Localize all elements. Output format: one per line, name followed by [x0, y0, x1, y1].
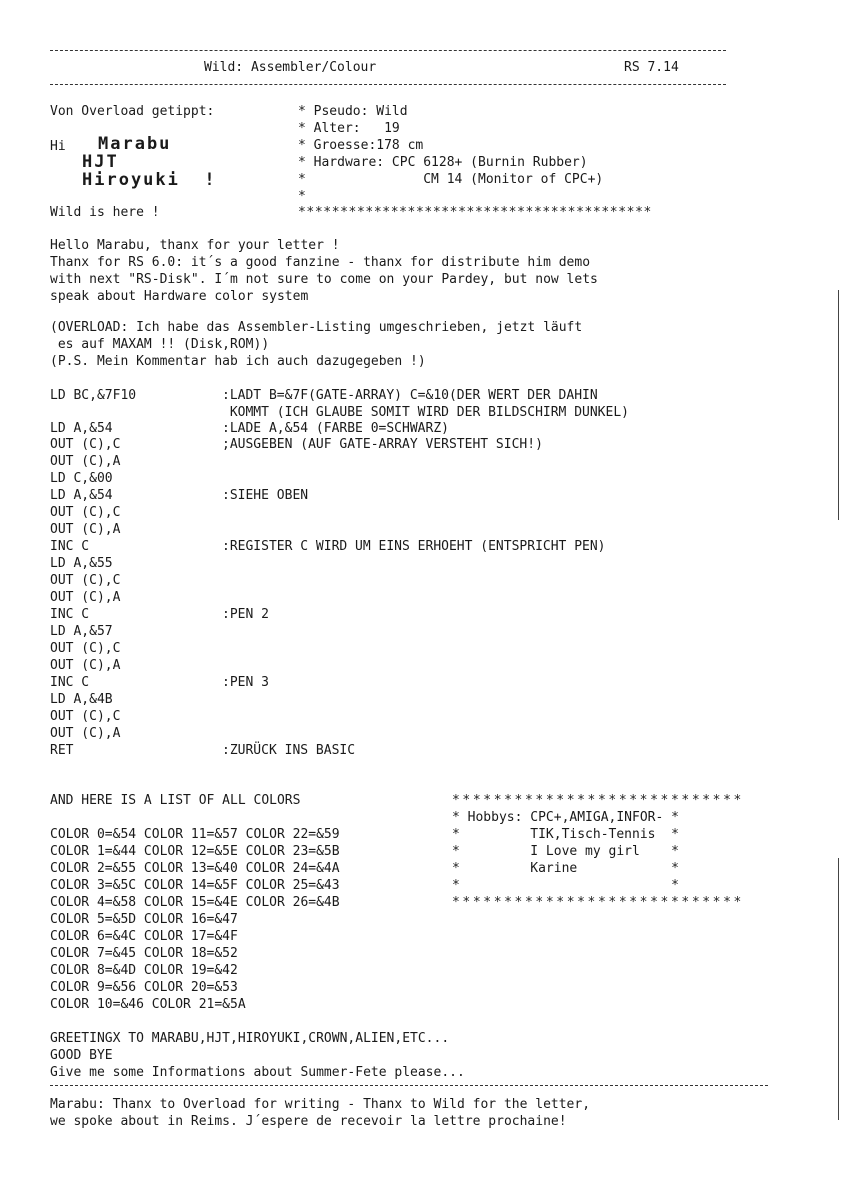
profile-line: * Pseudo: Wild — [298, 104, 408, 119]
code-instruction: RET — [50, 743, 74, 758]
code-instruction: OUT (C),A — [50, 522, 121, 537]
code-instruction: LD BC,&7F10 — [50, 388, 137, 403]
profile-line: * CM 14 (Monitor of CPC+) — [298, 172, 604, 187]
code-instruction: LD A,&57 — [50, 624, 113, 639]
overload-note-line: (P.S. Mein Kommentar hab ich auch dazugegeben !) — [50, 354, 426, 369]
margin-mark — [838, 290, 839, 520]
code-instruction: INC C — [50, 607, 90, 622]
code-comment: :ZURÜCK INS BASIC — [222, 743, 356, 758]
footer-line: Marabu: Thanx to Overload for writing - Thanx to Wild for the letter, — [50, 1097, 591, 1112]
letter-line: Hello Marabu, thanx for your letter ! — [50, 238, 340, 253]
hobby-box-line: * Hobbys: CPC+,AMIGA,INFOR- * — [452, 810, 679, 825]
code-comment: :LADT B=&7F(GATE-ARRAY) C=&10(DER WERT DER DAHIN — [222, 388, 598, 403]
overload-note-line: (OVERLOAD: Ich habe das Assembler-Listing umgeschrieben, jetzt läuft — [50, 320, 583, 335]
hobby-box-line: **************************** — [452, 895, 744, 910]
color-row: COLOR 0=&54 COLOR 11=&57 COLOR 22=&59 — [50, 827, 340, 842]
profile-line: * Alter: 19 — [298, 121, 400, 136]
code-instruction: LD A,&54 — [50, 421, 113, 436]
profile-star-rule: ****************************************** — [298, 205, 652, 220]
code-instruction: OUT (C),C — [50, 641, 121, 656]
greeting-name-hiroyuki: Hiroyuki ! — [82, 170, 217, 190]
hobby-box-line: * I Love my girl * — [452, 844, 679, 859]
profile-line: * Hardware: CPC 6128+ (Burnin Rubber) — [298, 155, 588, 170]
hobby-box-line: * Karine * — [452, 861, 679, 876]
profile-line: * — [298, 189, 306, 204]
code-comment: ;AUSGEBEN (AUF GATE-ARRAY VERSTEHT SICH!) — [222, 437, 543, 452]
footer-rule — [50, 1085, 768, 1086]
code-instruction: OUT (C),A — [50, 658, 121, 673]
typed-by-line: Von Overload getippt: — [50, 104, 215, 119]
color-row: COLOR 2=&55 COLOR 13=&40 COLOR 24=&4A — [50, 861, 340, 876]
hobby-box-line: **************************** — [452, 793, 744, 808]
letter-line: Thanx for RS 6.0: it´s a good fanzine - thanx for distribute him demo — [50, 255, 591, 270]
hi-label: Hi — [50, 139, 66, 154]
code-instruction: OUT (C),C — [50, 709, 121, 724]
header-bottom-rule — [50, 84, 726, 85]
letter-line: with next "RS-Disk". I´m not sure to come on your Pardey, but now lets — [50, 272, 598, 287]
hobby-box-line: * TIK,Tisch-Tennis * — [452, 827, 679, 842]
footer-line: we spoke about in Reims. J´espere de recevoir la lettre prochaine! — [50, 1114, 567, 1129]
code-comment: :LADE A,&54 (FARBE 0=SCHWARZ) — [222, 421, 449, 436]
code-instruction: INC C — [50, 675, 90, 690]
color-row: COLOR 10=&46 COLOR 21=&5A — [50, 997, 246, 1012]
code-instruction: OUT (C),A — [50, 590, 121, 605]
margin-mark — [838, 858, 839, 1120]
code-instruction: OUT (C),C — [50, 573, 121, 588]
hobby-box-line: * * — [452, 878, 679, 893]
color-row: COLOR 1=&44 COLOR 12=&5E COLOR 23=&5B — [50, 844, 340, 859]
letter-line: speak about Hardware color system — [50, 289, 309, 304]
color-row: COLOR 7=&45 COLOR 18=&52 — [50, 946, 238, 961]
color-row: COLOR 4=&58 COLOR 15=&4E COLOR 26=&4B — [50, 895, 340, 910]
code-comment: KOMMT (ICH GLAUBE SOMIT WIRD DER BILDSCHIRM DUNKEL) — [222, 405, 629, 420]
code-instruction: OUT (C),C — [50, 505, 121, 520]
greeting-name-hjt: HJT — [82, 152, 119, 172]
closing-line: GOOD BYE — [50, 1048, 113, 1063]
color-row: COLOR 3=&5C COLOR 14=&5F COLOR 25=&43 — [50, 878, 340, 893]
wild-is-here-line: Wild is here ! — [50, 205, 160, 220]
color-row: COLOR 5=&5D COLOR 16=&47 — [50, 912, 238, 927]
code-comment: :REGISTER C WIRD UM EINS ERHOEHT (ENTSPRICHT PEN) — [222, 539, 606, 554]
code-instruction: LD C,&00 — [50, 471, 113, 486]
issue-number: RS 7.14 — [624, 60, 679, 75]
code-instruction: LD A,&54 — [50, 488, 113, 503]
code-comment: :PEN 3 — [222, 675, 269, 690]
profile-line: * Groesse:178 cm — [298, 138, 424, 153]
color-row: COLOR 9=&56 COLOR 20=&53 — [50, 980, 238, 995]
header-top-rule — [50, 50, 726, 51]
code-instruction: LD A,&55 — [50, 556, 113, 571]
code-comment: :PEN 2 — [222, 607, 269, 622]
color-row: COLOR 8=&4D COLOR 19=&42 — [50, 963, 238, 978]
overload-note-line: es auf MAXAM !! (Disk,ROM)) — [50, 337, 270, 352]
code-comment: :SIEHE OBEN — [222, 488, 309, 503]
code-instruction: OUT (C),A — [50, 726, 121, 741]
closing-line: GREETINGX TO MARABU,HJT,HIROYUKI,CROWN,ALIEN,ETC... — [50, 1031, 450, 1046]
code-instruction: INC C — [50, 539, 90, 554]
code-instruction: LD A,&4B — [50, 692, 113, 707]
code-instruction: OUT (C),A — [50, 454, 121, 469]
article-title: Wild: Assembler/Colour — [204, 60, 377, 75]
color-row: COLOR 6=&4C COLOR 17=&4F — [50, 929, 238, 944]
closing-line: Give me some Informations about Summer-Fete please... — [50, 1065, 465, 1080]
greeting-name-marabu: Marabu — [98, 134, 172, 154]
code-instruction: OUT (C),C — [50, 437, 121, 452]
colors-heading: AND HERE IS A LIST OF ALL COLORS — [50, 793, 301, 808]
